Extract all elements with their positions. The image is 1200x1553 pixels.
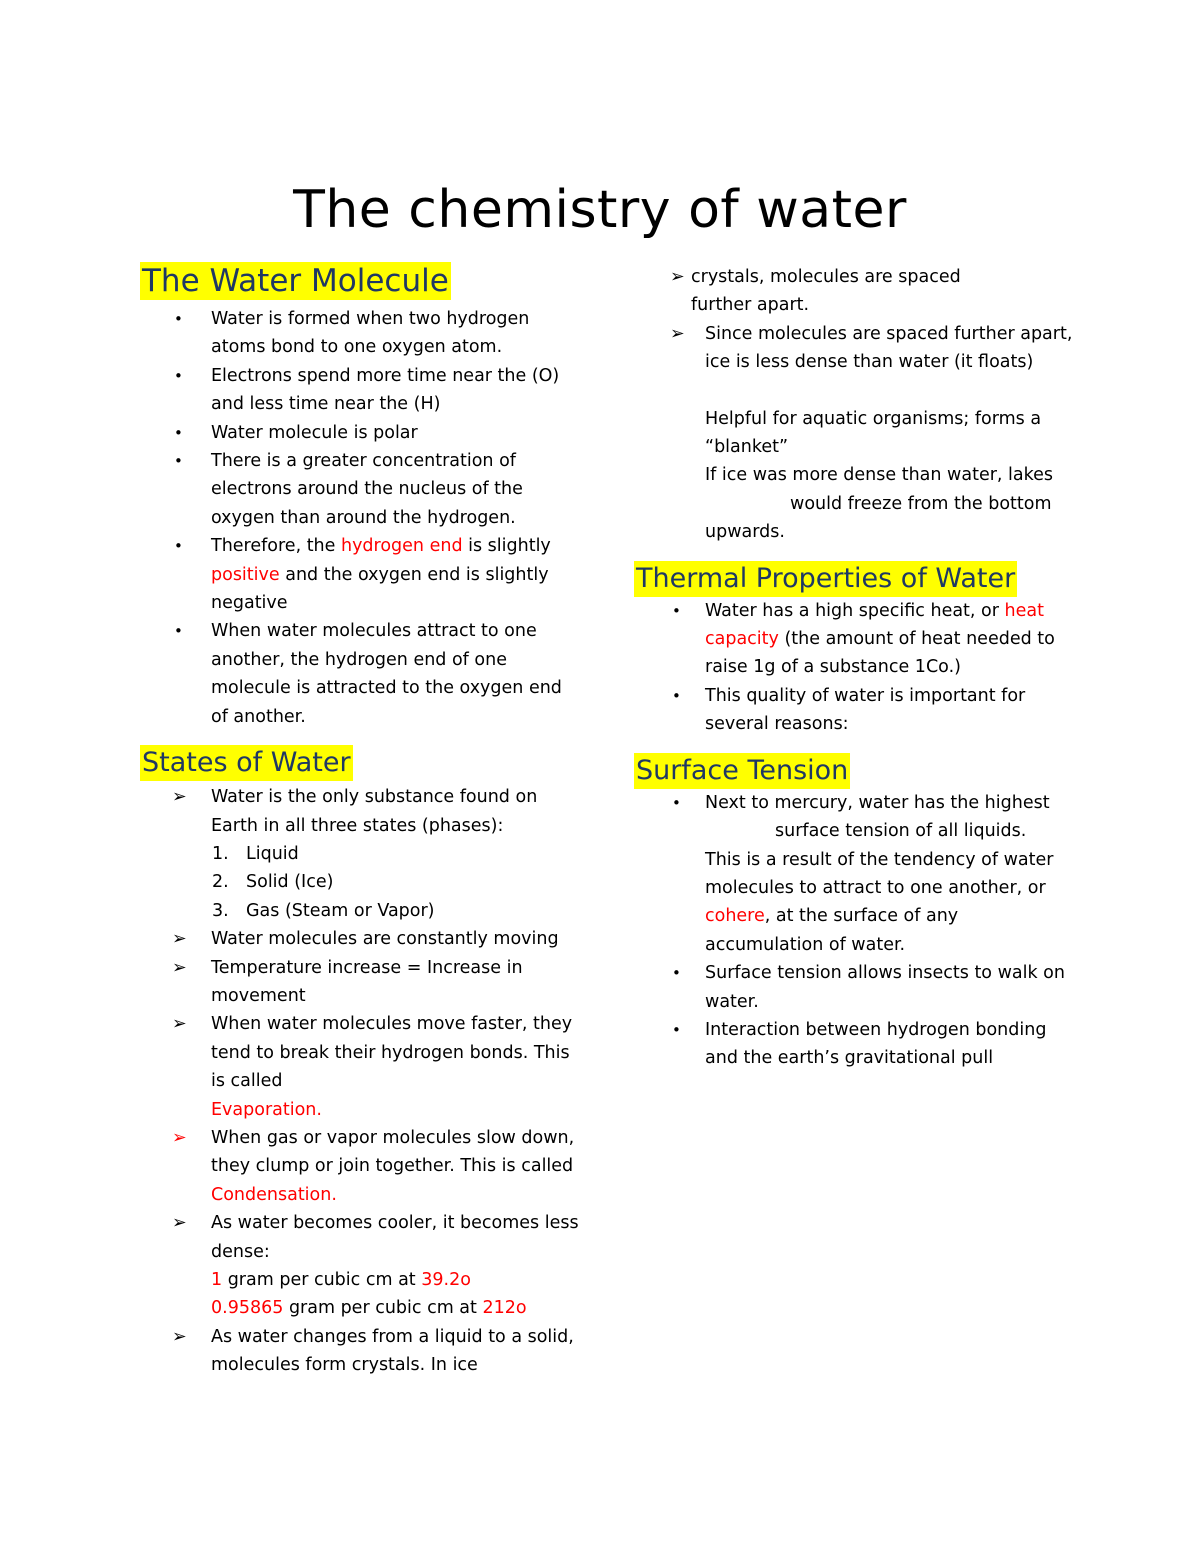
list-item: • Water molecule is polar [140, 419, 580, 447]
list-item: ➢ Temperature increase = Increase in movement [140, 954, 580, 1011]
list-item: • When water molecules attract to one another, the hydrogen end of one molecule is attracted to the oxygen end of another. [140, 617, 580, 731]
emphasis-text: cohere [705, 906, 765, 927]
arrow-bullet-icon: ➢ [172, 1127, 187, 1148]
list-item: 2. Solid (Ice) [212, 872, 334, 893]
bullet-icon: • [174, 310, 183, 328]
right-column [634, 263, 1074, 1073]
arrow-bullet-icon: ➢ [670, 323, 685, 344]
list-item: ➢ As water changes from a liquid to a solid, molecules form crystals. In ice [140, 1323, 580, 1380]
list-item: • Electrons spend more time near the (O) and less time near the (H) [140, 362, 580, 419]
list-item: • Next to mercury, water has the highest surface tension of all liquids. This is a result of the tendency of water molecules to attract to one another, or cohere, at the surface of any accumulation of water. [634, 789, 1074, 959]
thermal-list [634, 597, 1074, 739]
states-numbered-list [140, 840, 580, 925]
list-item: ➢ When water molecules move faster, they tend to break their hydrogen bonds. This is called Evaporation. [140, 1010, 580, 1124]
bullet-icon: • [174, 622, 183, 641]
list-item: ➢ Water is the only substance found on Earth in all three states (phases): [140, 783, 580, 840]
list-item: ➢ When gas or vapor molecules slow down, they clump or join together. This is called Condensation. [140, 1124, 580, 1209]
list-item: • There is a greater concentration of electrons around the nucleus of the oxygen than around the hydrogen. [140, 447, 580, 532]
paragraph: If ice was more dense than water, lakes would freeze from the bottom upwards. [705, 465, 1054, 543]
arrow-bullet-icon: ➢ [172, 957, 187, 978]
section-heading-surface-tension: Surface Tension [634, 753, 850, 789]
arrow-bullet-icon: ➢ [172, 787, 187, 808]
emphasis-text: hydrogen end [340, 536, 463, 557]
list-item: • Interaction between hydrogen bonding and the earth’s gravitational pull [634, 1016, 1074, 1073]
section-heading-states-of-water: States of Water [140, 745, 353, 781]
list-item: ➢ As water becomes cooler, it becomes less dense: 1 gram per cubic cm at 39.2o 0.95865 gram per cubic cm at 212o [140, 1209, 580, 1323]
list-item: 3. Gas (Steam or Vapor) [212, 900, 435, 921]
list-item: 1. Liquid [212, 843, 299, 864]
list-item: ➢ Water molecules are constantly moving [140, 925, 580, 953]
list-item: • Therefore, the hydrogen end is slightly positive and the oxygen end is slightly negative [140, 532, 580, 617]
bullet-icon: • [672, 686, 681, 705]
bullet-icon: • [672, 1020, 681, 1039]
states-of-water-list [140, 783, 580, 840]
list-item: • This quality of water is important for several reasons: [634, 682, 1074, 739]
bullet-icon: • [672, 601, 681, 620]
paragraph: Helpful for aquatic organisms; forms a “blanket” [705, 408, 1042, 458]
list-item: ➢ Since molecules are spaced further apart, ice is less dense than water (it floats) [634, 320, 1074, 377]
arrow-bullet-icon: ➢ [172, 1326, 187, 1347]
water-molecule-list [140, 305, 580, 731]
section-heading-water-molecule: The Water Molecule [142, 263, 449, 299]
emphasis-text: Condensation. [211, 1184, 337, 1205]
arrow-bullet-icon: ➢ [172, 1014, 187, 1035]
list-item: ➢ crystals, molecules are spaced further apart. [634, 263, 1074, 320]
list-item: • Surface tension allows insects to walk on water. [634, 959, 1074, 1016]
list-item: • Water is formed when two hydrogen atoms bond to one oxygen atom. [140, 305, 580, 362]
surface-tension-list [634, 789, 1074, 1073]
section-heading-thermal-properties: Thermal Properties of Water [634, 561, 1017, 597]
arrow-bullet-icon: ➢ [172, 1213, 187, 1234]
arrow-bullet-icon: ➢ [670, 267, 685, 287]
list-item: • Water has a high specific heat, or heat capacity (the amount of heat needed to raise 1g of a substance 1Co.) [634, 597, 1074, 682]
bullet-icon: • [174, 452, 183, 471]
bullet-icon: • [672, 964, 681, 983]
emphasis-text: Evaporation. [211, 1099, 322, 1120]
bullet-icon: • [174, 366, 183, 385]
arrow-bullet-icon: ➢ [172, 929, 187, 950]
left-column [140, 262, 580, 1380]
bullet-icon: • [672, 793, 681, 812]
document-title: The chemistry of water [293, 180, 907, 240]
bullet-icon: • [174, 423, 183, 442]
bullet-icon: • [174, 537, 183, 556]
emphasis-text: positive [211, 564, 280, 585]
emphasis-text: heat capacity [705, 600, 1044, 650]
